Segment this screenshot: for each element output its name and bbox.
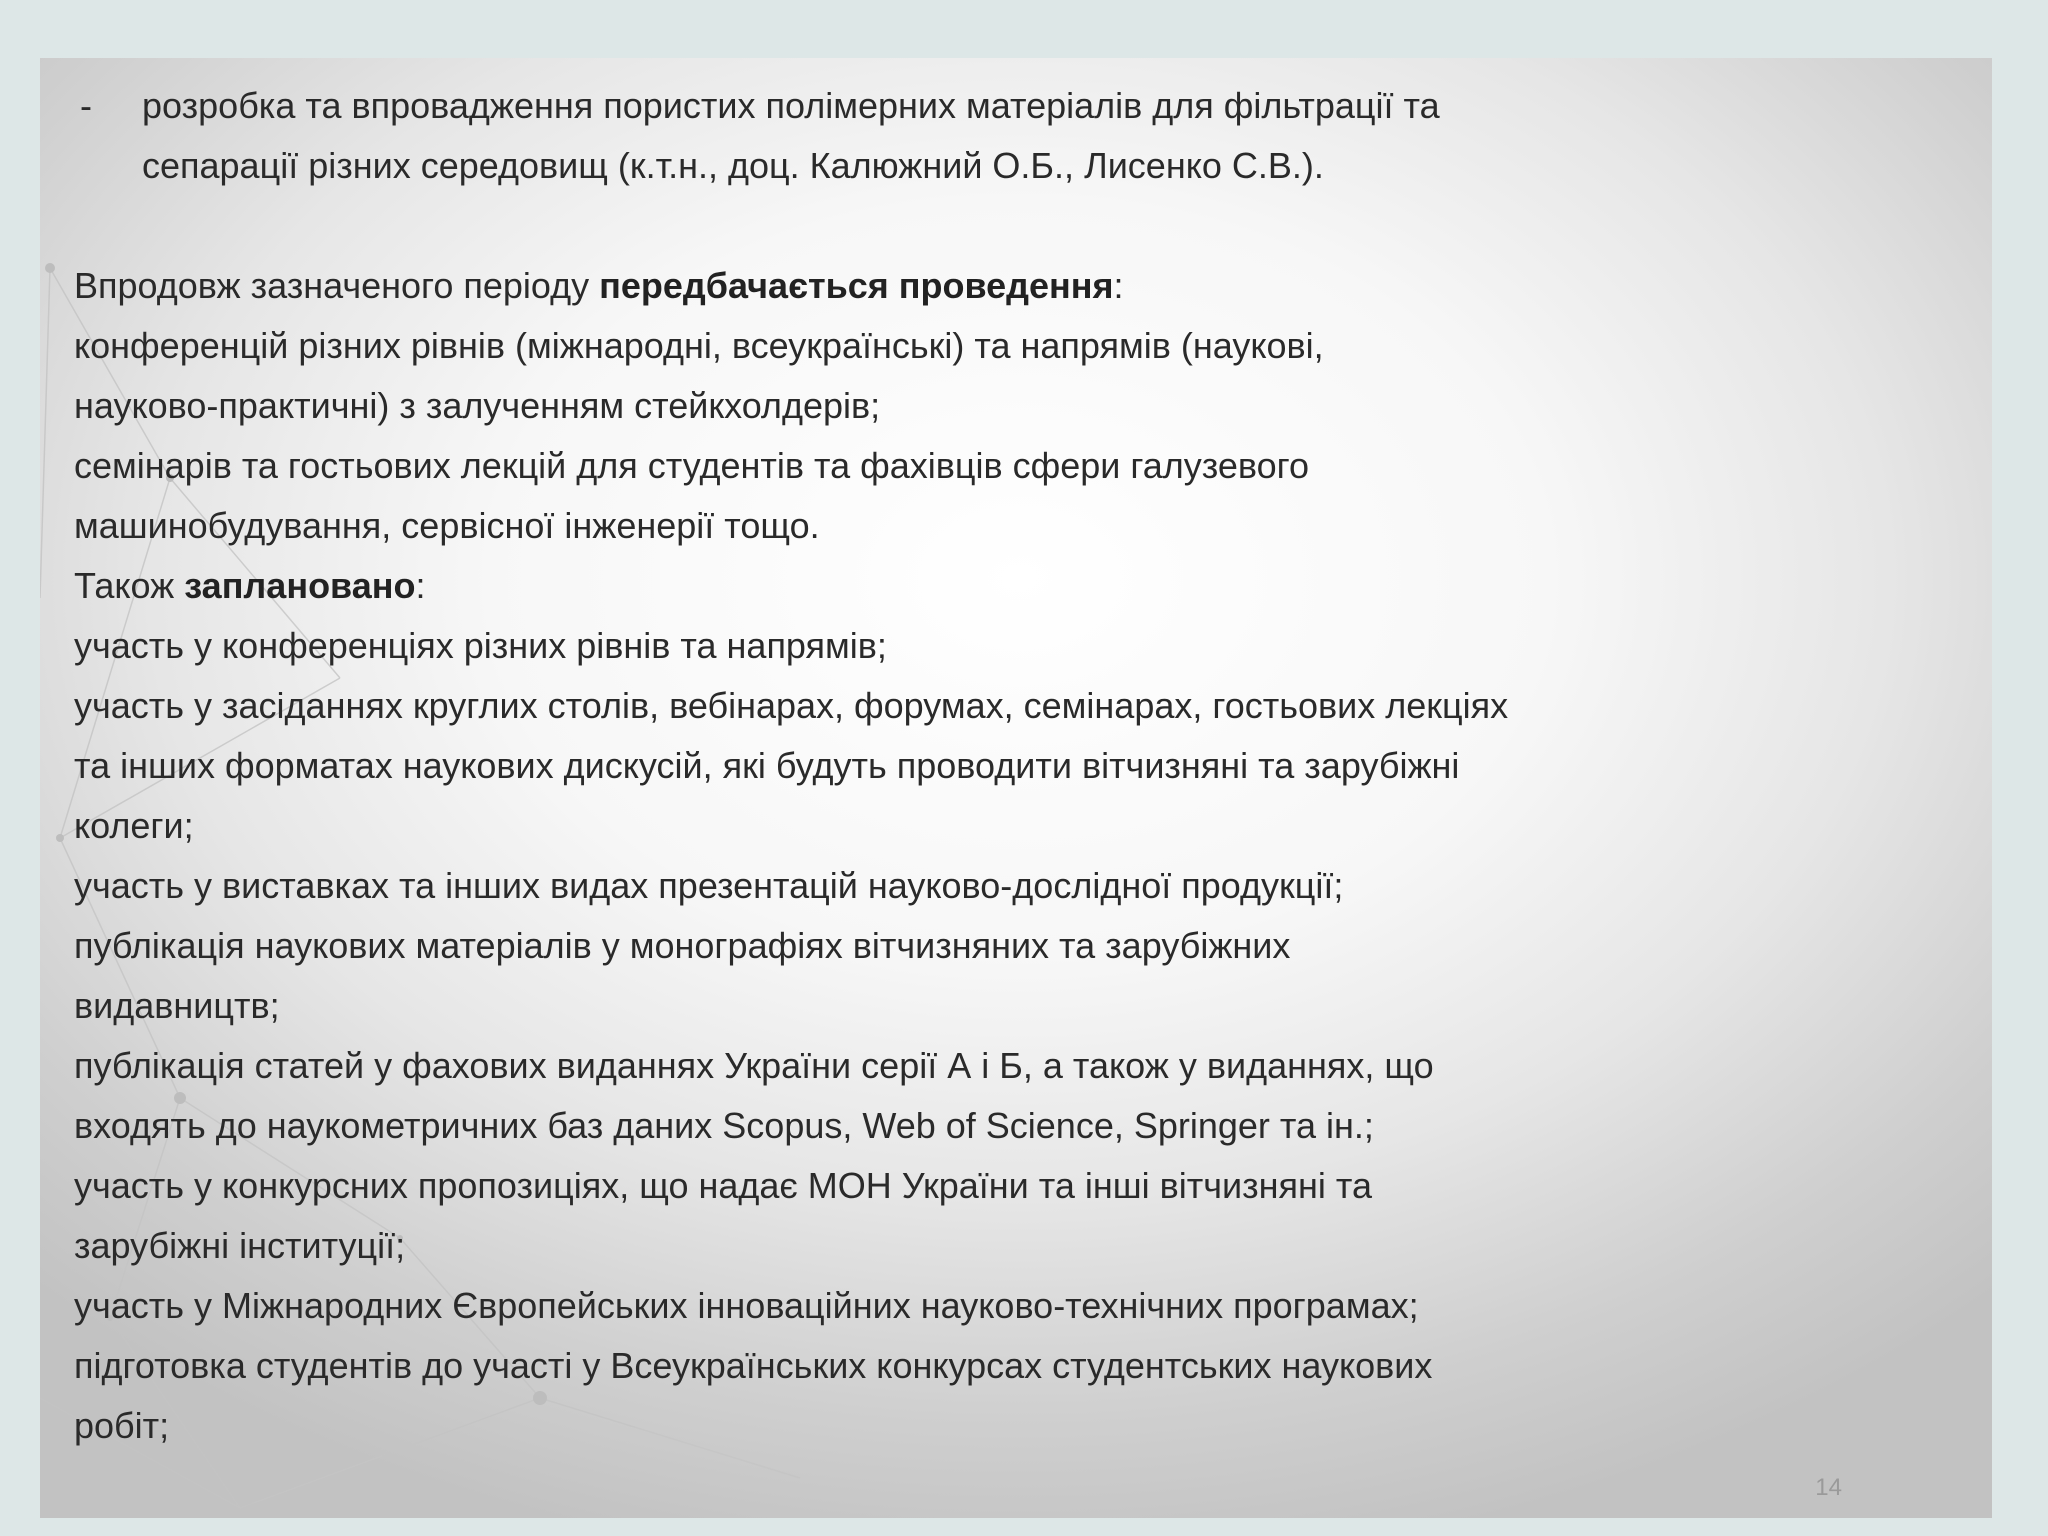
text-line: участь у виставках та інших видах презентацій науково-дослідної продукції; [74,865,1344,906]
block1-lead-colon: : [1113,265,1124,306]
block2-lead-text: Також [74,565,185,606]
text-line: колеги; [74,805,194,846]
text-line: сепарації різних середовищ (к.т.н., доц. Калюжний О.Б., Лисенко С.В.). [142,145,1324,186]
block2-lead-bold: заплановано [184,565,416,606]
block1-lead [74,256,1974,316]
bullet-dash: - [80,85,92,126]
text-line: публікація наукових матеріалів у монографіях вітчизняних та зарубіжних [74,925,1291,966]
text-line: участь у конкурсних пропозиціях, що надає МОН України та інші вітчизняні та [74,1165,1373,1206]
text-line: машинобудування, сервісної інженерії тощо. [74,505,820,546]
text-line: та інших форматах наукових дискусій, які будуть проводити вітчизняні та зарубіжні [74,745,1460,786]
text-line: зарубіжні інституції; [74,1225,406,1266]
text-line: видавництв; [74,985,280,1026]
block1-lead-bold: передбачається проведення [599,265,1114,306]
page-number: 14 [1815,1474,1842,1501]
block2-lead-colon: : [415,565,426,606]
text-line: входять до наукометричних баз даних Scopus, Web of Science, Springer та ін.; [74,1105,1374,1146]
slide-body-text [74,76,1974,1456]
presentation-slide [40,58,1992,1518]
text-line: публікація статей у фахових виданнях України серії А і Б, а також у виданнях, що [74,1045,1434,1086]
text-line: семінарів та гостьових лекцій для студентів та фахівців сфери галузевого [74,445,1310,486]
text-line: науково-практичні) з залученням стейкхолдерів; [74,385,881,426]
text-line: розробка та впровадження пористих полімерних матеріалів для фільтрації та [142,85,1440,126]
text-line: участь у Міжнародних Європейських інноваційних науково-технічних програмах; [74,1285,1419,1326]
text-line: конференцій різних рівнів (міжнародні, всеукраїнські) та напрямів (наукові, [74,325,1324,366]
intro-bullet-text [142,76,1440,196]
text-line: робіт; [74,1405,170,1446]
block1-lead-text: Впродовж зазначеного періоду [74,265,600,306]
intro-bullet [74,76,1974,196]
block2-lead [74,556,1974,616]
text-line: участь у конференціях різних рівнів та напрямів; [74,625,887,666]
text-line: підготовка студентів до участі у Всеукраїнських конкурсах студентських наукових [74,1345,1433,1386]
text-line: участь у засіданнях круглих столів, вебінарах, форумах, семінарах, гостьових лекціях [74,685,1509,726]
